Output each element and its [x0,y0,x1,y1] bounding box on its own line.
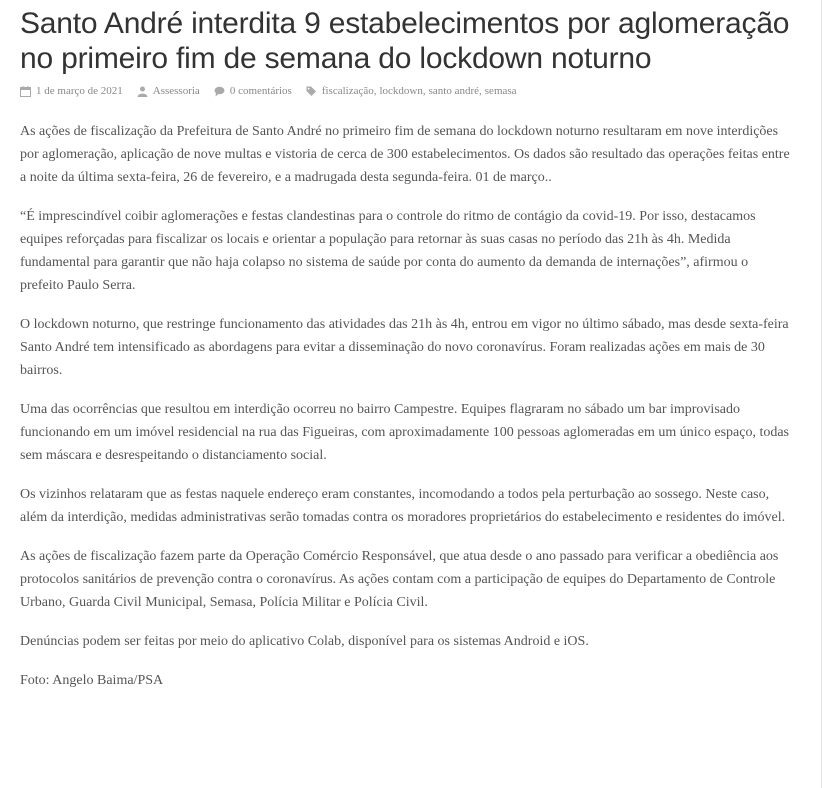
tag-separator: , [422,85,426,97]
article-paragraph: As ações de fiscalização da Prefeitura de Santo André no primeiro fim de semana do lockdown noturno resultaram em nove interdições por aglomeração, aplicação de nove multas e vistoria de cerca de 300 estabelecimentos. Os dados são resultado das operações feitas entre a noite da última sexta-feira, 26 de fevereiro, e a madrugada desta segunda-feira. 01 de março.. [20,124,790,185]
tag-santo-andre[interactable]: santo andré [428,85,480,97]
meta-date [20,84,123,98]
article-paragraph: Denúncias podem ser feitas por meio do aplicativo Colab, disponível para os sistemas Android e iOS. [20,634,589,649]
article-paragraph: “É imprescindível coibir aglomerações e festas clandestinas para o controle do ritmo de contágio da covid-19. Por isso, destacamos equipes reforçadas para fiscalizar os locais e orientar a população para retornar às suas casas no período das 21h às 4h. Medida fundamental para garantir que não haja colapso no sistema de saúde por conta do aumento da demanda de internações”, afirmou o prefeito Paulo Serra. [20,209,756,293]
tag-separator: , [479,85,482,97]
article-paragraph: Os vizinhos relataram que as festas naquele endereço eram constantes, incomodando a todos pela perturbação ao sossego. Neste caso, além da interdição, medidas administrativas serão tomadas contra os moradores proprietários do estabelecimento e residentes do imóvel. [20,487,786,525]
meta-tags [306,84,517,98]
meta-author[interactable] [137,84,200,98]
article-paragraph: Uma das ocorrências que resultou em interdição ocorreu no bairro Campestre. Equipes flagraram no sábado um bar improvisado funcionando em um imóvel residencial na rua das Figueiras, com aproximadamente 100 pessoas aglomeradas em um único espaço, todas sem máscara e desrespeitando o distanciamento social. [20,402,789,463]
meta-comments-text[interactable]: 0 comentários [229,85,292,97]
photo-credit: Foto: Angelo Baima/PSA [20,673,164,688]
meta-date-text: 1 de março de 2021 [36,85,123,97]
tags-icon [306,86,317,97]
tag-lockdown[interactable]: lockdown [379,85,423,97]
article [20,0,795,708]
meta-author-text[interactable]: Assessoria [152,85,200,97]
article-meta [20,84,795,98]
article-body [20,120,795,692]
article-paragraph: As ações de fiscalização fazem parte da Operação Comércio Responsável, que atua desde o ano passado para verificar a obediência aos protocolos sanitários de prevenção contra o coronavírus. As ações contam com a participação de equipes do Departamento de Controle Urbano, Guarda Civil Municipal, Semasa, Polícia Militar e Polícia Civil. [20,549,779,610]
calendar-icon [20,86,31,97]
article-title: Santo André interdita 9 estabelecimentos por aglomeração no primeiro fim de semana do lockdown noturno [20,7,790,75]
tag-separator: , [373,85,377,97]
user-icon [137,86,148,97]
meta-comments[interactable] [214,84,292,98]
article-paragraph: O lockdown noturno, que restringe funcionamento das atividades das 21h às 4h, entrou em vigor no último sábado, mas desde sexta-feira Santo André tem intensificado as abordagens para evitar a disseminação do novo coronavírus. Foram realizadas ações em mais de 30 bairros. [20,317,789,378]
tag-fiscalizacao[interactable]: fiscalização [321,85,374,97]
tag-semasa[interactable]: semasa [484,85,517,97]
comment-icon [214,86,225,97]
